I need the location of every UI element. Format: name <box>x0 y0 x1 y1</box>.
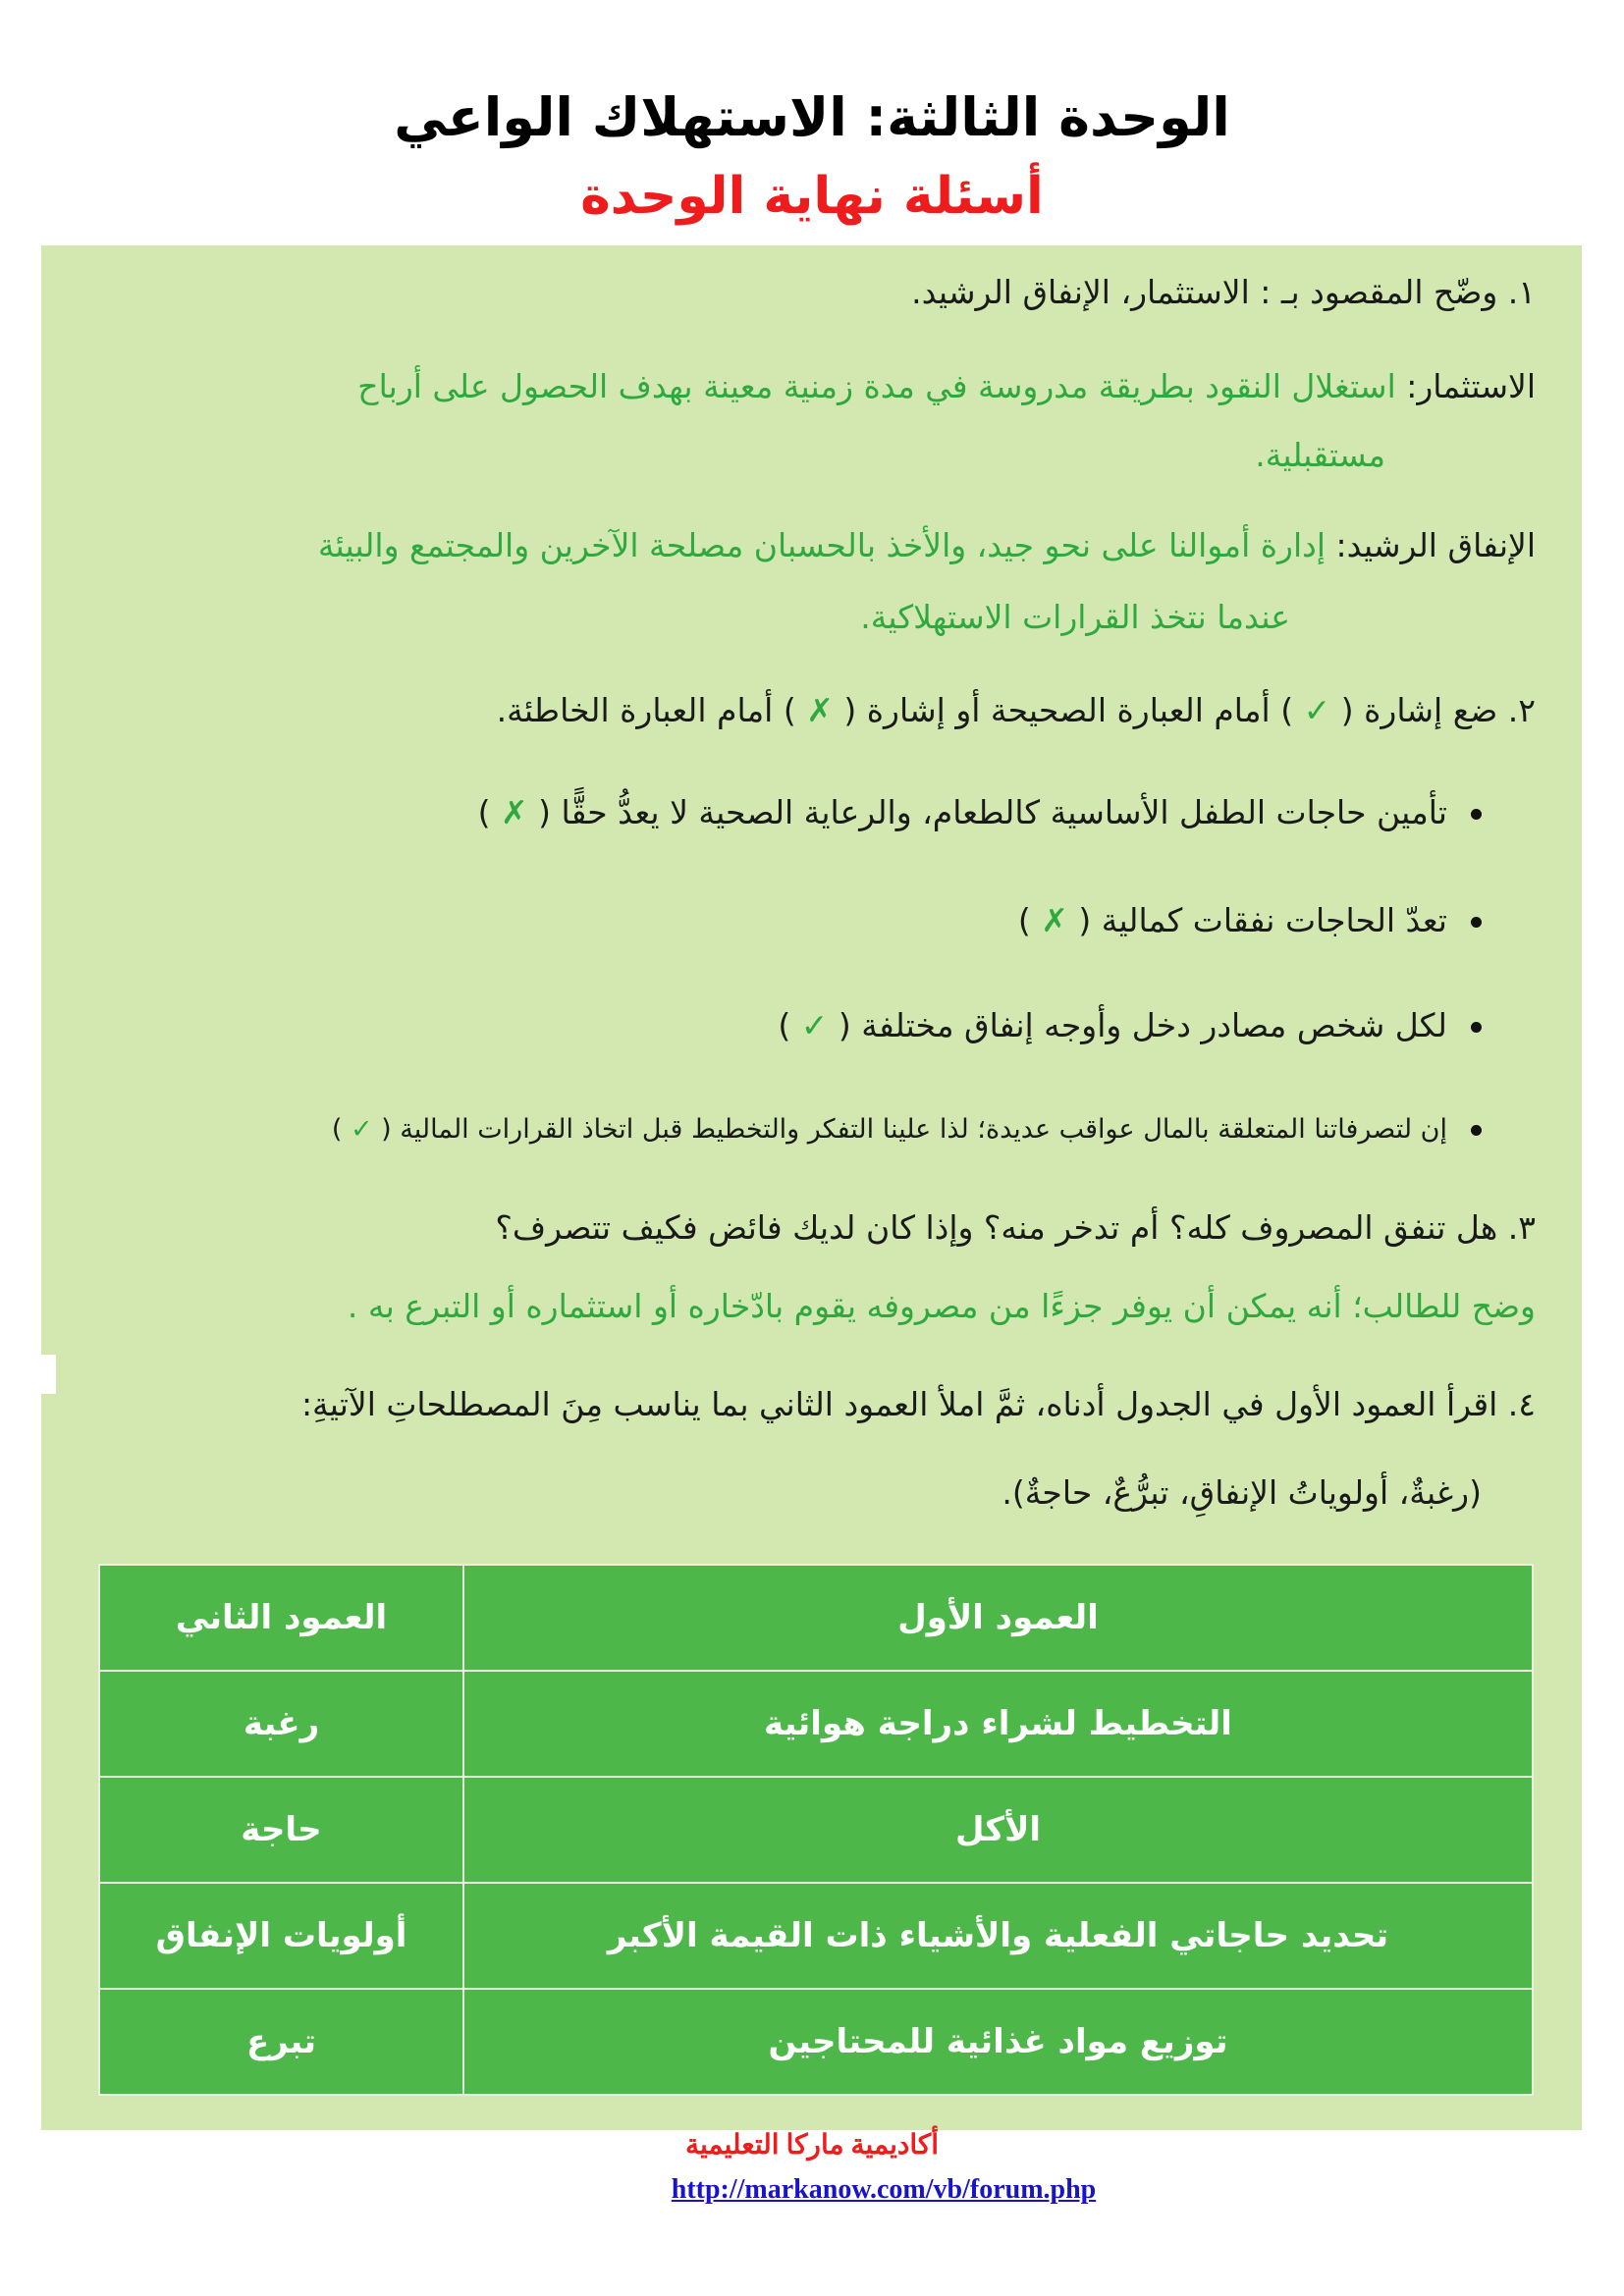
table-row <box>99 1883 1533 1989</box>
table-cell: التخطيط لشراء دراجة هوائية <box>463 1671 1533 1777</box>
list-item-text: لكل شخص مصادر دخل وأوجه إنفاق مختلفة <box>861 1006 1447 1044</box>
check-icon: ✓ <box>1303 691 1331 729</box>
list-item: تعدّ الحاجات نفقات كمالية ( ✗ ) <box>1018 901 1482 939</box>
bullet-icon <box>1471 809 1482 820</box>
bullet-icon <box>1471 1125 1482 1136</box>
table-cell: أولويات الإنفاق <box>99 1883 463 1989</box>
answer-spending-line2: عندما نتخذ القرارات الاستهلاكية. <box>860 598 1290 636</box>
table-header-row <box>99 1565 1533 1671</box>
page-subtitle: أسئلة نهاية الوحدة <box>580 167 1044 226</box>
table-row <box>99 1671 1533 1777</box>
table-cell: تحديد حاجاتي الفعلية والأشياء ذات القيمة الأكبر <box>463 1883 1533 1989</box>
cross-icon: ✗ <box>806 691 834 729</box>
cross-icon: ✗ <box>1041 901 1068 939</box>
question-3: ٣. هل تنفق المصروف كله؟ أم تدخر منه؟ وإذا كان لديك فائض فكيف تتصرف؟ <box>495 1208 1536 1247</box>
matching-table <box>98 1564 1534 2096</box>
question-1: ١. وضّح المقصود بـ : الاستثمار، الإنفاق الرشيد. <box>911 273 1536 311</box>
list-item: إن لتصرفاتنا المتعلقة بالمال عواقب عديدة؛ لذا علينا التفكر والتخطيط قبل اتخاذ القرارات المالية ( ✓ ) <box>332 1114 1482 1145</box>
bullet-icon <box>1471 917 1482 928</box>
table-row <box>99 1777 1533 1883</box>
bullet-icon <box>1471 1022 1482 1033</box>
table-cell: توزيع مواد غذائية للمحتاجين <box>463 1989 1533 2095</box>
question-4: ٤. اقرأ العمود الأول في الجدول أدناه، ثمَّ املأ العمود الثاني بما يناسب مِنَ المصطلحاتِ الآتيةِ: <box>300 1385 1536 1423</box>
col2-header: العمود الثاني <box>99 1565 463 1671</box>
question-4-terms: (رغبةٌ، أولوياتُ الإنفاقِ، تبرُّعٌ، حاجةٌ). <box>1001 1473 1482 1512</box>
question-2-part-b: ) أمام العبارة الصحيحة أو إشارة ( <box>843 691 1294 729</box>
table-cell: تبرع <box>99 1989 463 2095</box>
question-2-part-c: ) أمام العبارة الخاطئة. <box>496 691 796 729</box>
table-cell: رغبة <box>99 1671 463 1777</box>
list-item-text: تعدّ الحاجات نفقات كمالية <box>1101 901 1447 939</box>
table-cell: الأكل <box>463 1777 1533 1883</box>
col1-header: العمود الأول <box>463 1565 1533 1671</box>
list-item: لكل شخص مصادر دخل وأوجه إنفاق مختلفة ( ✓ ) <box>778 1006 1482 1044</box>
answer-spending-line1: إدارة أموالنا على نحو جيد، والأخذ بالحسبان مصلحة الآخرين والمجتمع والبيئة <box>317 526 1326 564</box>
answer-investment-line2: مستقبلية. <box>1255 436 1385 474</box>
answer-investment <box>357 361 1536 411</box>
footer-academy: أكاديمية ماركا التعليمية <box>684 2130 940 2161</box>
answer-investment-line1: استغلال النقود بطريقة مدروسة في مدة زمنية معينة بهدف الحصول على أرباح <box>357 367 1396 405</box>
question-2 <box>497 685 1536 735</box>
question-2-part-a: ٢. ضع إشارة ( <box>1340 691 1536 729</box>
term-investment: الاستثمار: <box>1406 367 1536 405</box>
panel-gap <box>41 1355 56 1394</box>
cross-icon: ✗ <box>501 793 528 831</box>
check-icon: ✓ <box>350 1114 373 1145</box>
list-item: تأمين حاجات الطفل الأساسية كالطعام، والرعاية الصحية لا يعدُّ حقًّا ( ✗ ) <box>478 793 1482 831</box>
list-item-text: إن لتصرفاتنا المتعلقة بالمال عواقب عديدة؛ لذا علينا التفكر والتخطيط قبل اتخاذ القرارات المالية <box>400 1114 1447 1145</box>
footer-link[interactable]: http://markanow.com/vb/forum.php <box>671 2174 1097 2205</box>
table-row <box>99 1989 1533 2095</box>
table-cell: حاجة <box>99 1777 463 1883</box>
list-item-text: تأمين حاجات الطفل الأساسية كالطعام، والرعاية الصحية لا يعدُّ حقًّا <box>561 793 1447 831</box>
check-icon: ✓ <box>800 1006 829 1044</box>
answer-spending <box>318 520 1536 570</box>
term-rational-spending: الإنفاق الرشيد: <box>1335 526 1536 564</box>
answer-3: وضح للطالب؛ أنه يمكن أن يوفر جزءًا من مصروفه يقوم بادّخاره أو استثماره أو التبرع به . <box>347 1287 1536 1325</box>
page-title: الوحدة الثالثة: الاستهلاك الواعي <box>394 86 1230 148</box>
